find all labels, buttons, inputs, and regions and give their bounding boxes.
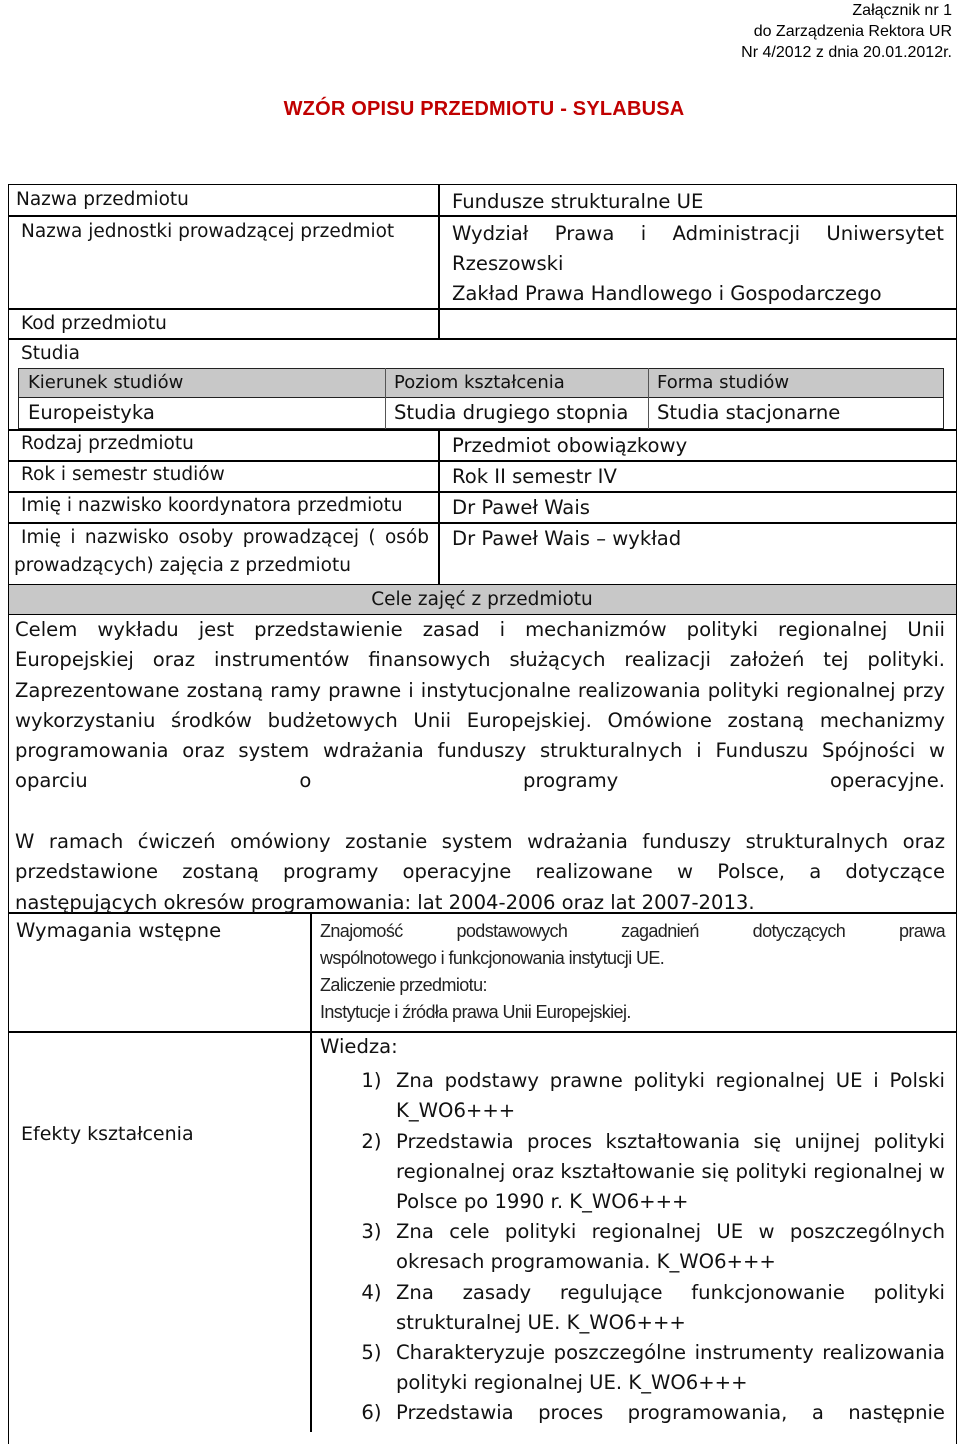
teacher-label-line-1: Imię i nazwisko osoby prowadzącej ( osób	[21, 527, 429, 548]
unit-label: Nazwa jednostki prowadzącej przedmiot	[21, 221, 395, 242]
learning-outcomes-list	[320, 1066, 945, 1428]
year-semester-value: Rok II semestr IV	[452, 465, 617, 488]
goals-paragraph-1: Celem wykładu jest przedstawienie zasad i mechanizmów polityki regionalnej Unii Europejskiej oraz instrumentów finansowych służących realizacji założeń tej polityki. Zaprezentowane zostaną ramy prawne i instytucjonalne realizowania polityki regionalnej przy wykorzystaniu środków budżetowych Unii Europejskiej. Omówione zostaną mechanizmy programowania oraz system wdrażania funduszy strukturalnych i Funduszu Spójności w oparciu o programy operacyjne.	[15, 618, 945, 793]
learning-outcomes-label: Efekty kształcenia	[21, 1123, 194, 1145]
requirements-line-3: Zaliczenie przedmiotu:	[320, 975, 487, 995]
list-item: 4. Zna zasady regulujące funkcjonowanie polityki strukturalnej UE. K_WO6+++	[394, 1278, 945, 1338]
requirements-label: Wymagania wstępne	[16, 919, 222, 942]
list-item: 1. Zna podstawy prawne polityki regionalnej UE i Polski K_WO6+++	[394, 1066, 945, 1126]
unit-value-line-3: Zakład Prawa Handlowego i Gospodarczego	[452, 282, 882, 305]
year-semester-label: Rok i semestr studiów	[21, 464, 225, 485]
attachment-line-3: Nr 4/2012 z dnia 20.01.2012r.	[741, 44, 952, 61]
course-code-label: Kod przedmiotu	[21, 313, 167, 334]
requirements-line-2: wspólnotowego i funkcjonowania instytucji UE.	[320, 948, 665, 968]
studies-field-header: Kierunek studiów	[28, 372, 184, 393]
requirements-line-4: Instytucje i źródła prawa Unii Europejskiej.	[320, 1002, 631, 1022]
attachment-line-2: do Zarządzenia Rektora UR	[753, 23, 952, 40]
column-divider	[438, 429, 440, 584]
column-divider	[385, 368, 386, 429]
studies-field-value: Europeistyka	[28, 401, 155, 424]
list-item: 5. Charakteryzuje poszczególne instrumenty realizowania polityki regionalnej UE. K_WO6+++	[394, 1338, 945, 1398]
column-divider	[310, 912, 312, 1432]
coordinator-label: Imię i nazwisko koordynatora przedmiotu	[21, 495, 403, 516]
course-type-value: Przedmiot obowiązkowy	[452, 434, 688, 457]
studies-form-header: Forma studiów	[657, 372, 790, 393]
studies-level-value: Studia drugiego stopnia	[394, 401, 629, 424]
goals-text	[15, 615, 945, 918]
column-divider	[648, 368, 649, 429]
requirements-line-1: Znajomość podstawowych zagadnień dotyczących prawa	[320, 921, 945, 941]
list-item: 6. Przedstawia proces programowania, a następnie	[394, 1398, 945, 1428]
teacher-label-line-2: prowadzących) zajęcia z przedmiotu	[14, 555, 351, 576]
coordinator-value: Dr Paweł Wais	[452, 496, 590, 519]
course-type-label: Rodzaj przedmiotu	[21, 433, 194, 454]
course-name-label: Nazwa przedmiotu	[16, 189, 189, 210]
document-title: WZÓR OPISU PRZEDMIOTU - SYLABUSA	[283, 98, 685, 120]
knowledge-heading: Wiedza:	[320, 1035, 398, 1058]
course-name-value: Fundusze strukturalne UE	[452, 190, 704, 213]
studies-level-header: Poziom kształcenia	[394, 372, 565, 393]
list-item: 2. Przedstawia proces kształtowania się unijnej polityki regionalnej oraz kształtowanie się polityki regionalnej w Polsce po 1990 r. K_WO6+++	[394, 1127, 945, 1218]
unit-value-line-2: Rzeszowski	[452, 252, 564, 275]
teacher-value: Dr Paweł Wais – wykład	[452, 527, 682, 550]
learning-outcomes	[320, 1032, 945, 1429]
unit-value-line-1: Wydział Prawa i Administracji Uniwersytet	[452, 222, 944, 245]
column-divider	[438, 184, 440, 338]
attachment-line-1: Załącznik nr 1	[852, 2, 952, 19]
studies-form-value: Studia stacjonarne	[657, 401, 841, 424]
goals-paragraph-2: W ramach ćwiczeń omówiony zostanie system wdrażania funduszy strukturalnych oraz przedstawione zostaną programy operacyjne realizowane w Polsce, a dotyczące następujących okresów programowania: lat 2004-2006 oraz lat 2007-2013.	[15, 830, 945, 914]
list-item: 3. Zna cele polityki regionalnej UE w poszczególnych okresach programowania. K_WO6+++	[394, 1217, 945, 1277]
requirements-text	[320, 918, 945, 1026]
goals-heading: Cele zajęć z przedmiotu	[371, 589, 593, 610]
studies-label: Studia	[21, 343, 80, 364]
attachment-note	[741, 0, 952, 63]
